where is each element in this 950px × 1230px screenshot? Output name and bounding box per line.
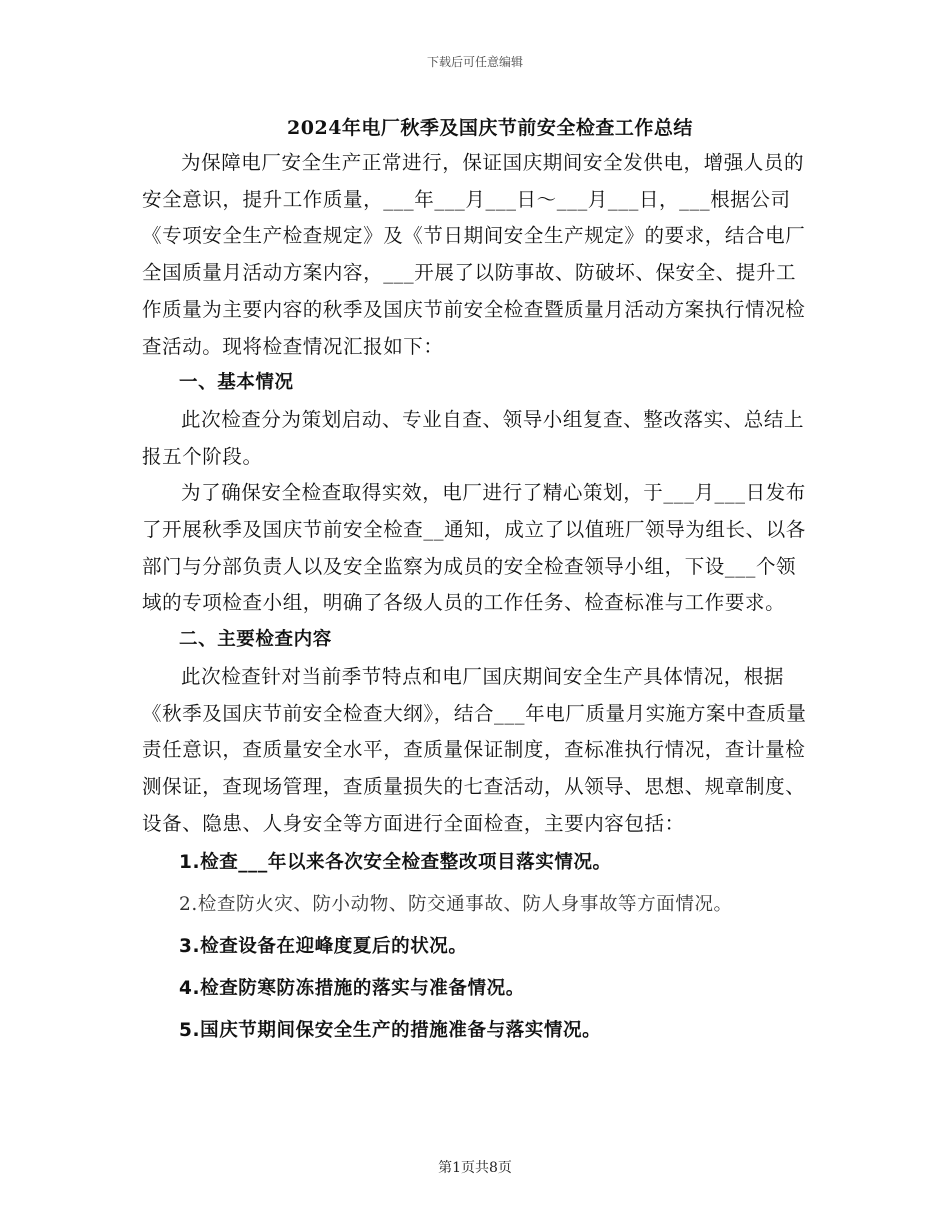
list-item: 4.检查防寒防冻措施的落实与准备情况。 — [179, 978, 525, 1000]
section1-paragraph-2: 为了确保安全检查取得实效，电厂进行了精心策划，于___月___日发布了开展秋季及国庆节前安全检查__通知，成立了以值班厂领导为组长、以各部门与分部负责人以及安全监察为成员的安全检查领导小组，下设___个领域的专项检查小组，明确了各级人员的工作任务、检查标准与工作要求。 — [142, 481, 806, 615]
list-item: 1.检查___年以来各次安全检查整改项目落实情况。 — [179, 852, 612, 874]
section2-paragraph-1: 此次检查针对当前季节特点和电厂国庆期间安全生产具体情况，根据《秋季及国庆节前安全检查大纲》，结合___年电厂质量月实施方案中查质量责任意识，查质量安全水平，查质量保证制度，查标准执行情况，查计量检测保证，查现场管理，查质量损失的七查活动，从领导、思想、规章制度、设备、隐患、人身安全等方面进行全面检查，主要内容包括： — [142, 664, 807, 835]
page-header-note: 下载后可任意编辑 — [426, 55, 523, 69]
document-title: 2024年电厂秋季及国庆节前安全检查工作总结 — [287, 117, 693, 139]
section1-paragraph-1: 此次检查分为策划启动、专业自查、领导小组复查、整改落实、总结上报五个阶段。 — [142, 407, 805, 468]
document-body — [142, 145, 810, 1052]
list-item: 2.检查防火灾、防小动物、防交通事故、防人身事故等方面情况。 — [179, 894, 733, 916]
section-heading-basic: 一、基本情况 — [179, 372, 294, 394]
list-item: 3.检查设备在迎峰度夏后的状况。 — [179, 936, 468, 958]
section-heading-content: 二、主要检查内容 — [179, 629, 332, 651]
intro-paragraph: 为保障电厂安全生产正常进行，保证国庆期间安全发供电，增强人员的安全意识，提升工作质量，___年___月___日～___月___日，___根据公司《专项安全生产检查规定》及《节日期间安全生产规定》的要求，结合电厂全国质量月活动方案内容，___开展了以防事故、防破坏、保安全、提升工作质量为主要内容的秋季及国庆节前安全检查暨质量月活动方案执行情况检查活动。现将检查情况汇报如下： — [142, 151, 806, 358]
page-number: 第1页共8页 — [438, 1160, 512, 1176]
list-item: 5.国庆节期间保安全生产的措施准备与落实情况。 — [179, 1020, 602, 1042]
